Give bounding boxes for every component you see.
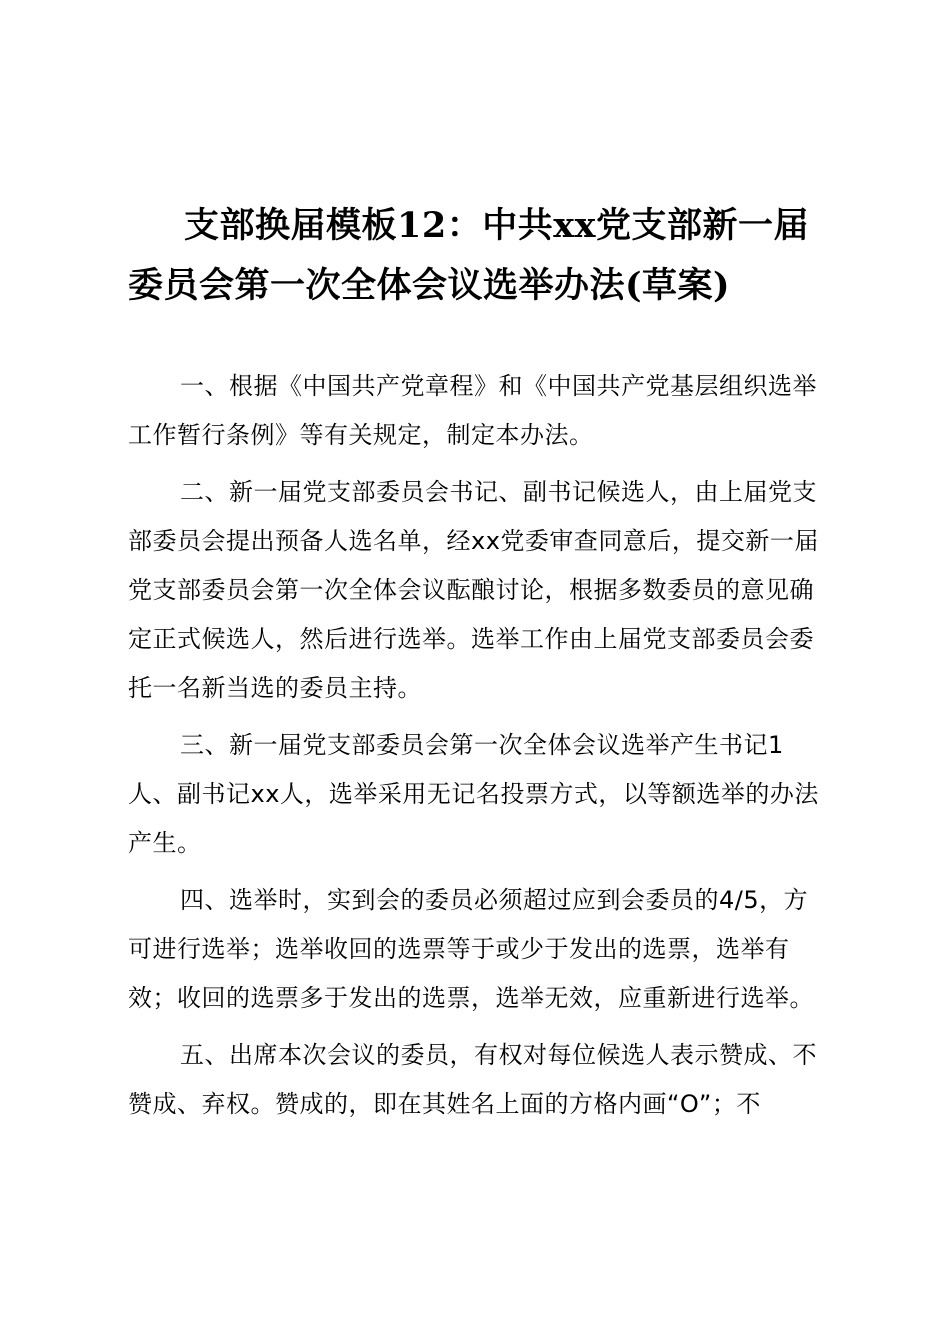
paragraph-3: 三、新一届党支部委员会第一次全体会议选举产生书记1人、副书记xx人，选举采用无记名投票方式，以等额选举的办法产生。 [128,731,819,857]
paragraph-5: 五、出席本次会议的委员，有权对每位候选人表示赞成、不赞成、弃权。赞成的，即在其姓名上面的方格内画“O”；不 [128,1041,817,1118]
document-title: 支部换届模板12：中共xx党支部新一届委员会第一次全体会议选举办法(草案) [128,205,809,306]
paragraph-4: 四、选举时，实到会的委员必须超过应到会委员的4/5，方可进行选举；选举收回的选票等于或少于发出的选票，选举有效；收回的选票多于发出的选票，选举无效，应重新进行选举。 [128,886,814,1012]
paragraph-2: 二、新一届党支部委员会书记、副书记候选人，由上届党支部委员会提出预备人选名单，经xx党委审查同意后，提交新一届党支部委员会第一次全体会议酝酿讨论，根据多数委员的意见确定正式候选人，然后进行选举。选举工作由上届党支部委员会委托一名新当选的委员主持。 [128,478,819,702]
document-body [128,362,822,1137]
paragraph-1: 一、根据《中国共产党章程》和《中国共产党基层组织选举工作暂行条例》等有关规定，制定本办法。 [128,372,817,449]
